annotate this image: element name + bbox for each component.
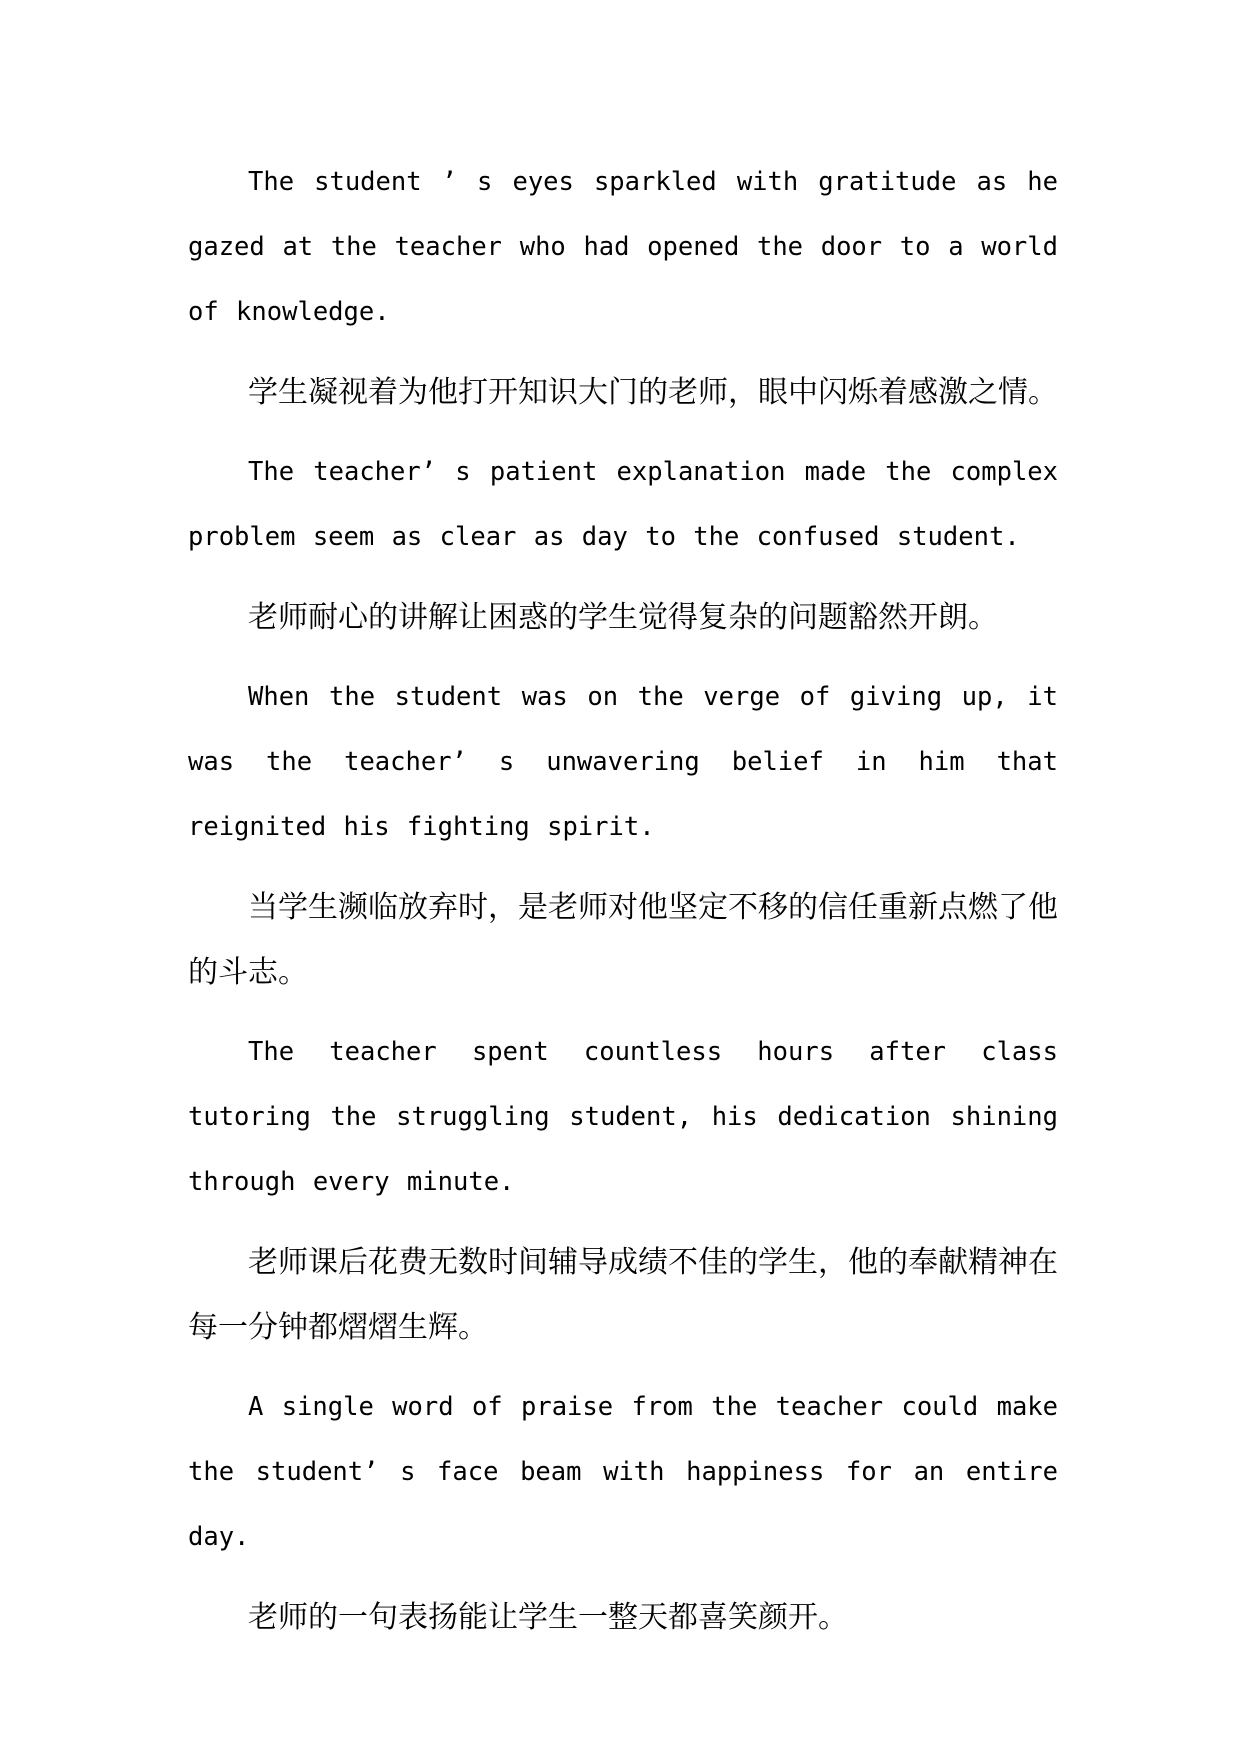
- paragraph-english-4: The teacher spent countless hours after class tutoring the struggling student, his dedication shining through every minute.: [188, 1037, 1058, 1197]
- paragraph-chinese-3: 当学生濒临放弃时，是老师对他坚定不移的信任重新点燃了他的斗志。: [188, 890, 1058, 990]
- paragraph-chinese-4: 老师课后花费无数时间辅导成绩不佳的学生，他的奉献精神在每一分钟都熠熠生辉。: [188, 1245, 1058, 1345]
- paragraph-english-5: A single word of praise from the teacher could make the student’ s face beam with happiness for an entire day.: [188, 1392, 1058, 1552]
- paragraph-chinese-5: 老师的一句表扬能让学生一整天都喜笑颜开。: [248, 1600, 848, 1635]
- paragraph-english-3: When the student was on the verge of giving up, it was the teacher’ s unwavering belief in him that reignited his fighting spirit.: [188, 682, 1058, 842]
- document-body: [188, 150, 1058, 1665]
- paragraph-chinese-2: 老师耐心的讲解让困惑的学生觉得复杂的问题豁然开朗。: [248, 600, 998, 635]
- paragraph-english-1: The student ’ s eyes sparkled with gratitude as he gazed at the teacher who had opened the door to a world of knowledge.: [188, 167, 1058, 327]
- paragraph-chinese-1: 学生凝视着为他打开知识大门的老师，眼中闪烁着感激之情。: [248, 375, 1058, 410]
- paragraph-english-2: The teacher’ s patient explanation made the complex problem seem as clear as day to the confused student.: [188, 457, 1058, 552]
